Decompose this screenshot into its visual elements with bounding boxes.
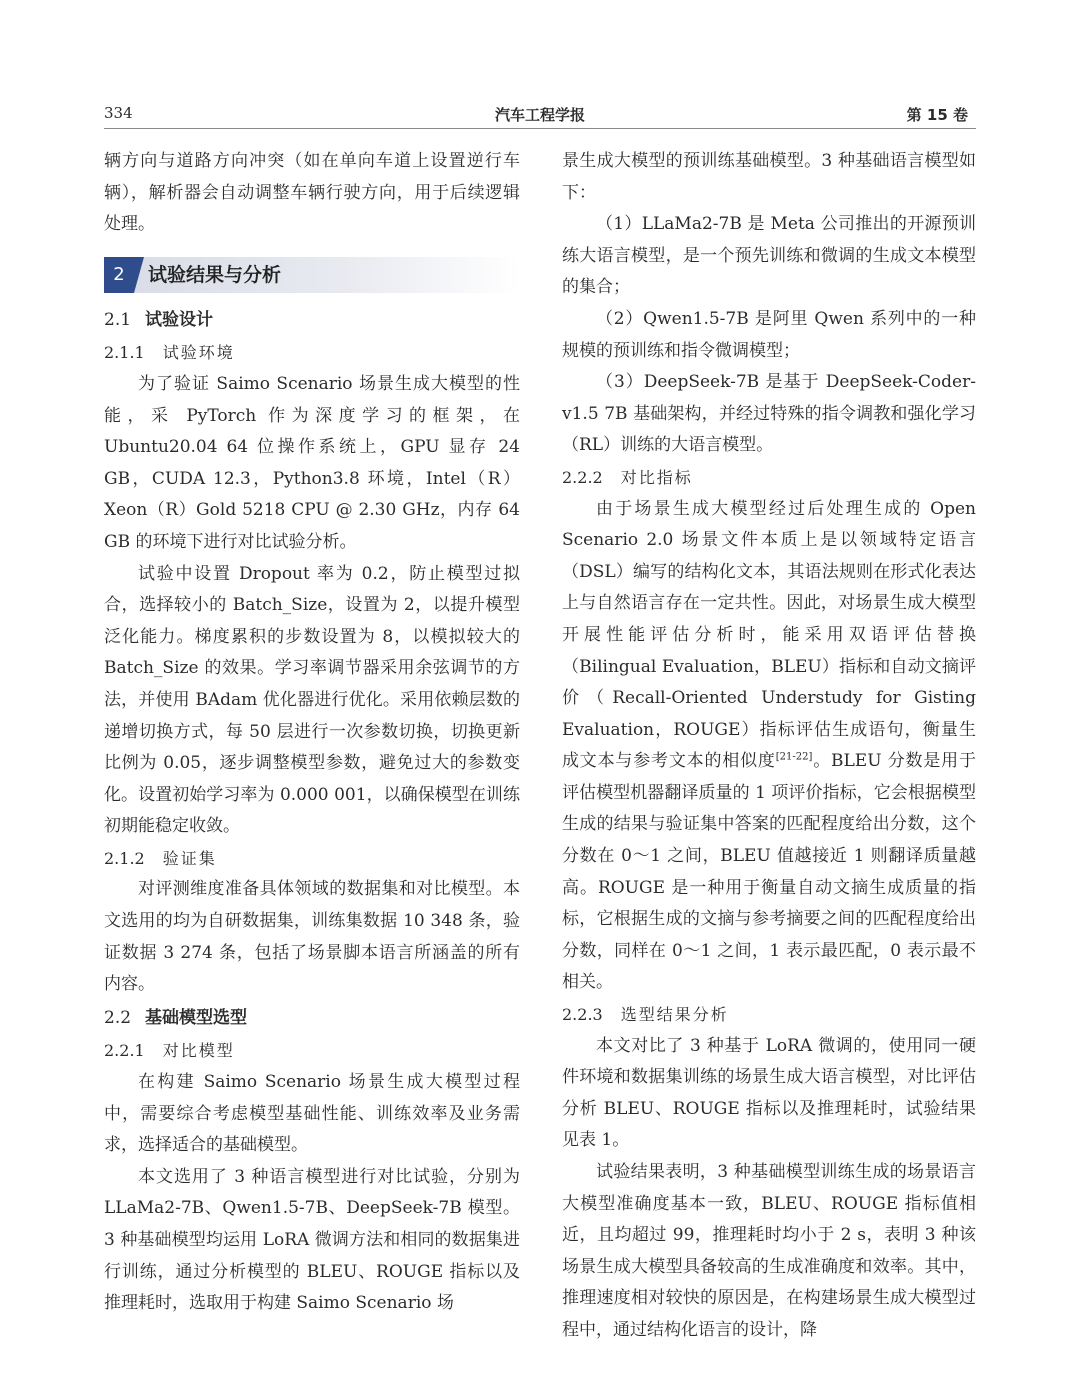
section-heading xyxy=(104,257,520,293)
subsubsection-heading: 2.2.3 选型结果分析 xyxy=(562,1005,729,1025)
paragraph: 辆方向与道路方向冲突（如在单向车道上设置逆行车辆），解析器会自动调整车辆行驶方向，用于后续逻辑处理。 xyxy=(104,151,520,235)
section-number: 2 xyxy=(104,257,134,293)
paragraph: 由于场景生成大模型经过后处理生成的 Open Scenario 2.0 场景文件本质上是以领域特定语言（DSL）编写的结构化文本，其语法规则在形式化表达上与自然语言存在一定共性。因此，对场景生成大模型开展性能评估分析时，能采用双语评估替换（Bilingual Evaluation，BLEU）指标和自动文摘评价（Recall-Oriented Understudy for Gisting Evaluation，ROUGE）指标评估生成语句，衡量生成文本与参考文本的相似度[21-22]。BLEU 分数是用于评估模型机器翻译质量的 1 项评价指标，它会根据模型生成的结果与验证集中答案的匹配程度给出分数，这个分数在 0～1 之间，BLEU 值越接近 1 则翻译质量越高。ROUGE 是一种用于衡量自动文摘生成质量的指标，它根据生成的文摘与参考摘要之间的匹配程度给出分数，同样在 0～1 之间，1 表示最匹配，0 表示最不相关。 xyxy=(562,498,976,993)
journal-name: 汽车工程学报 xyxy=(494,106,585,124)
paragraph: 景生成大模型的预训练基础模型。3 种基础语言模型如下： xyxy=(562,151,976,203)
section-title: 试验结果与分析 xyxy=(148,263,282,286)
page-number: 334 xyxy=(104,104,133,122)
list-item: （2）Qwen1.5-7B 是阿里 Qwen 系列中的一种规模的预训练和指令微调模型； xyxy=(562,308,976,361)
paragraph: 试验中设置 Dropout 率为 0.2，防止模型过拟合，选择较小的 Batch_Size，设置为 2，以提升模型泛化能力。梯度累积的步数设置为 8，以模拟较大的 Batch_Size 的效果。学习率调节器采用余弦调节的方法，并使用 BAdam 优化器进行优化。采用依赖层数的递增切换方式，每 50 层进行一次参数切换，切换更新比例为 0.05，逐步调整模型参数，避免过大的参数变化。设置初始学习率为 0.000 001，以确保模型在训练初期能稳定收敛。 xyxy=(104,563,520,837)
citation: [21-22] xyxy=(775,751,813,763)
subsection-heading: 2.1 试验设计 xyxy=(104,309,214,330)
subsubsection-heading: 2.2.2 对比指标 xyxy=(562,467,693,487)
subsubsection-heading: 2.1.2 验证集 xyxy=(104,848,217,868)
left-column xyxy=(104,146,520,1320)
volume-label: 第 15 卷 xyxy=(906,106,968,124)
list-item: （3）DeepSeek-7B 是基于 DeepSeek-Coder-v1.5 7B 基础架构，并经过特殊的指令调教和强化学习（RL）训练的大语言模型。 xyxy=(562,372,976,456)
running-header xyxy=(104,100,976,129)
subsubsection-heading: 2.1.1 试验环境 xyxy=(104,343,235,363)
subsection-heading: 2.2 基础模型选型 xyxy=(104,1007,248,1028)
right-column xyxy=(562,146,976,1347)
paragraph: 为了验证 Saimo Scenario 场景生成大模型的性能，采 PyTorch 作为深度学习的框架，在 Ubuntu20.04 64 位操作系统上，GPU 显存 24 GB，CUDA 12.3，Python3.8 环境，Intel（R）Xeon（R）Gold 5218 CPU @ 2.30 GHz，内存 64 GB 的环境下进行对比试验分析。 xyxy=(104,373,520,552)
list-item: （1）LLaMa2-7B 是 Meta 公司推出的开源预训练大语言模型，是一个预先训练和微调的生成文本模型的集合； xyxy=(562,214,976,298)
paragraph: 对评测维度准备具体领域的数据集和对比模型。本文选用的均为自研数据集，训练集数据 10 348 条，验证数据 3 274 条，包括了场景脚本语言所涵盖的所有内容。 xyxy=(104,879,520,995)
paragraph: 本文对比了 3 种基于 LoRA 微调的，使用同一硬件环境和数据集训练的场景生成大语言模型，对比评估分析 BLEU、ROUGE 指标以及推理耗时，试验结果见表 1。 xyxy=(562,1035,976,1151)
paragraph: 本文选用了 3 种语言模型进行对比试验，分别为 LLaMa2-7B、Qwen1.5-7B、DeepSeek-7B 模型。3 种基础模型均运用 LoRA 微调方法和相同的数据集进行训练，通过分析模型的 BLEU、ROUGE 指标以及推理耗时，选取用于构建 Saimo Scenario 场 xyxy=(104,1166,520,1314)
subsubsection-heading: 2.2.1 对比模型 xyxy=(104,1041,235,1061)
paragraph: 试验结果表明，3 种基础模型训练生成的场景语言大模型准确度基本一致，BLEU、ROUGE 指标值相近，且均超过 99，推理耗时均小于 2 s，表明 3 种该场景生成大模型具备较高的生成准确度和效率。其中，推理速度相对较快的原因是，在构建场景生成大模型过程中，通过结构化语言的设计，降 xyxy=(562,1162,976,1340)
paragraph: 在构建 Saimo Scenario 场景生成大模型过程中，需要综合考虑模型基础性能、训练效率及业务需求，选择适合的基础模型。 xyxy=(104,1072,520,1156)
